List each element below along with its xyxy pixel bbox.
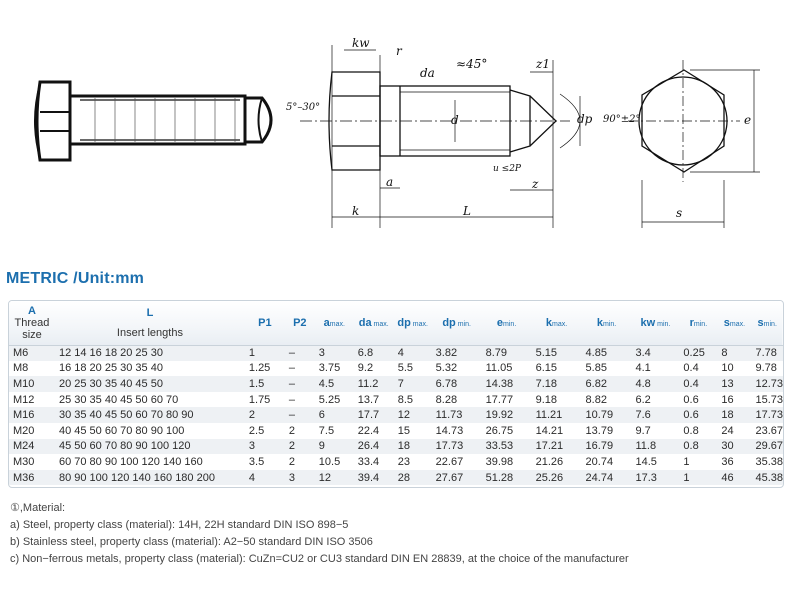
cell-dpmin: 8.28 bbox=[435, 393, 458, 406]
cell-r: 0.8 bbox=[683, 424, 699, 437]
cell-a: 5.25 bbox=[318, 393, 341, 406]
cell-a: 12 bbox=[318, 471, 332, 484]
cell-lengths: 30 35 40 45 50 60 70 80 90 bbox=[58, 409, 194, 422]
cell-p2: 2 bbox=[288, 440, 295, 453]
cell-dpmin: 3.82 bbox=[435, 347, 458, 360]
cell-kw: 14.5 bbox=[635, 455, 657, 468]
label-z: z bbox=[532, 177, 539, 191]
header-dp-max: dp max. bbox=[394, 301, 432, 345]
bolt-illustration bbox=[35, 82, 271, 160]
cell-smax: 18 bbox=[721, 409, 734, 422]
cell-kw: 7.6 bbox=[635, 409, 651, 422]
header-dp-min: dp min. bbox=[432, 301, 482, 345]
cell-p2: 3 bbox=[288, 471, 295, 484]
cell-lengths: 80 90 100 120 140 160 180 200 bbox=[58, 471, 215, 484]
header-a-max: amax. bbox=[315, 301, 354, 345]
cell-lengths: 40 45 50 60 70 80 90 100 bbox=[58, 424, 185, 437]
cell-r: 0.6 bbox=[683, 409, 699, 422]
cell-dpmin: 22.67 bbox=[435, 455, 464, 468]
header-p1: P1 bbox=[245, 301, 285, 345]
cell-p1: 1 bbox=[248, 347, 256, 360]
cell-kmax: 21.26 bbox=[535, 455, 564, 468]
cell-e: 39.98 bbox=[485, 455, 514, 468]
header-e-min: emin. bbox=[482, 301, 532, 345]
cell-da: 9.2 bbox=[357, 362, 374, 375]
cell-lengths: 25 30 35 40 45 50 60 70 bbox=[58, 393, 179, 406]
header-r-min: rmin. bbox=[679, 301, 717, 345]
table-row bbox=[9, 470, 783, 486]
dimensions-table bbox=[8, 300, 784, 488]
cell-p2: – bbox=[288, 362, 295, 375]
label-r: r bbox=[396, 44, 402, 58]
cell-p2: 2 bbox=[288, 424, 295, 437]
cell-kmax: 11.21 bbox=[535, 409, 563, 422]
cell-p1: 1.75 bbox=[248, 393, 271, 406]
label-L: L bbox=[463, 204, 471, 218]
notes-title: ①,Material: bbox=[10, 502, 66, 514]
table-row bbox=[9, 407, 783, 423]
table-row bbox=[9, 439, 783, 455]
cell-smax: 46 bbox=[721, 471, 734, 484]
label-angle90: 90°±2° bbox=[603, 114, 641, 125]
cell-r: 1 bbox=[683, 471, 690, 484]
cell-size: M6 bbox=[13, 347, 29, 360]
label-u: u ≤2P bbox=[493, 164, 521, 174]
label-e: e bbox=[744, 113, 752, 127]
label-k: k bbox=[352, 204, 360, 218]
cell-kmin: 16.79 bbox=[585, 440, 614, 453]
note-steel: a) Steel, property class (material): 14H, 22H standard DIN ISO 898−5 bbox=[10, 519, 349, 531]
cell-a: 3 bbox=[318, 347, 325, 360]
header-s-min: smin. bbox=[751, 301, 783, 345]
cell-dpmax: 28 bbox=[397, 471, 410, 484]
cell-smin: 15.73 bbox=[755, 393, 783, 406]
cell-p2: – bbox=[288, 347, 295, 360]
cell-dpmax: 23 bbox=[397, 455, 410, 468]
cell-da: 33.4 bbox=[357, 455, 380, 468]
header-k-max: kmax. bbox=[532, 301, 582, 345]
table-row bbox=[9, 392, 783, 408]
cell-size: M8 bbox=[13, 362, 29, 375]
cell-smin: 7.78 bbox=[755, 347, 777, 360]
header-s-max: smax. bbox=[717, 301, 751, 345]
cell-size: M16 bbox=[13, 409, 35, 422]
label-dp: dp bbox=[577, 112, 593, 126]
label-kw: kw bbox=[352, 36, 370, 50]
cell-r: 1 bbox=[683, 455, 690, 468]
cell-kmax: 9.18 bbox=[535, 393, 557, 406]
cell-kmin: 6.82 bbox=[585, 377, 607, 390]
cell-kmin: 4.85 bbox=[585, 347, 607, 360]
cell-kmin: 13.79 bbox=[585, 424, 614, 437]
table-row bbox=[9, 423, 783, 439]
cell-a: 9 bbox=[318, 440, 325, 453]
label-da: da bbox=[420, 66, 435, 80]
cell-kmax: 17.21 bbox=[535, 440, 564, 453]
cell-kw: 11.8 bbox=[635, 440, 657, 453]
cell-smin: 45.38 bbox=[755, 471, 783, 484]
cell-a: 3.75 bbox=[318, 362, 341, 375]
cell-kmin: 20.74 bbox=[585, 455, 614, 468]
cell-da: 22.4 bbox=[357, 424, 380, 437]
cell-e: 33.53 bbox=[485, 440, 514, 453]
cell-da: 13.7 bbox=[357, 393, 380, 406]
table-row bbox=[9, 376, 783, 392]
cell-da: 6.8 bbox=[357, 347, 374, 360]
side-elevation-drawing bbox=[300, 45, 580, 228]
cell-size: M12 bbox=[13, 393, 35, 406]
cell-dpmin: 27.67 bbox=[435, 471, 464, 484]
cell-dpmax: 5.5 bbox=[397, 362, 414, 375]
cell-kmin: 24.74 bbox=[585, 471, 614, 484]
cell-p1: 1.5 bbox=[248, 377, 265, 390]
cell-smax: 13 bbox=[721, 377, 734, 390]
cell-size: M30 bbox=[13, 455, 35, 468]
header-da-max: da max. bbox=[354, 301, 394, 345]
cell-dpmax: 4 bbox=[397, 347, 404, 360]
cell-size: M36 bbox=[13, 471, 35, 484]
cell-da: 26.4 bbox=[357, 440, 380, 453]
header-thread-size: A Thread size bbox=[9, 301, 55, 345]
cell-e: 11.05 bbox=[485, 362, 513, 375]
cell-kw: 17.3 bbox=[635, 471, 657, 484]
cell-smax: 10 bbox=[721, 362, 734, 375]
cell-smin: 23.67 bbox=[755, 424, 783, 437]
cell-p1: 2 bbox=[248, 409, 256, 422]
note-stainless: b) Stainless steel, property class (material): A2−50 standard DIN ISO 3506 bbox=[10, 536, 373, 548]
cell-dpmax: 8.5 bbox=[397, 393, 414, 406]
cell-p1: 4 bbox=[248, 471, 256, 484]
cell-a: 6 bbox=[318, 409, 325, 422]
cell-p1: 3 bbox=[248, 440, 256, 453]
bolt-drawings-svg bbox=[0, 0, 790, 245]
cell-r: 0.4 bbox=[683, 377, 699, 390]
cell-a: 7.5 bbox=[318, 424, 335, 437]
cell-size: M20 bbox=[13, 424, 35, 437]
label-d: d bbox=[451, 113, 459, 127]
cell-da: 39.4 bbox=[357, 471, 380, 484]
cell-p1: 1.25 bbox=[248, 362, 271, 375]
cell-size: M10 bbox=[13, 377, 35, 390]
cell-smin: 29.67 bbox=[755, 440, 783, 453]
cell-e: 14.38 bbox=[485, 377, 514, 390]
cell-dpmin: 14.73 bbox=[435, 424, 464, 437]
cell-e: 26.75 bbox=[485, 424, 514, 437]
cell-kmax: 14.21 bbox=[535, 424, 564, 437]
section-heading: METRIC /Unit:mm bbox=[6, 270, 145, 287]
label-s: s bbox=[676, 206, 683, 220]
technical-drawings bbox=[0, 0, 790, 245]
cell-dpmax: 15 bbox=[397, 424, 410, 437]
cell-dpmin: 5.32 bbox=[435, 362, 458, 375]
table-row bbox=[9, 361, 783, 377]
header-p2: P2 bbox=[285, 301, 315, 345]
cell-lengths: 20 25 30 35 40 45 50 bbox=[58, 377, 163, 390]
cell-e: 51.28 bbox=[485, 471, 514, 484]
cell-dpmin: 6.78 bbox=[435, 377, 458, 390]
cell-dpmin: 17.73 bbox=[435, 440, 464, 453]
table-row bbox=[9, 454, 783, 470]
cell-lengths: 45 50 60 70 80 90 100 120 bbox=[58, 440, 191, 453]
cell-kmin: 8.82 bbox=[585, 393, 607, 406]
cell-r: 0.6 bbox=[683, 393, 699, 406]
cell-p2: 2 bbox=[288, 455, 295, 468]
drawing-dimension-labels bbox=[286, 36, 751, 220]
cell-e: 8.79 bbox=[485, 347, 508, 360]
cell-kw: 3.4 bbox=[635, 347, 651, 360]
cell-da: 11.2 bbox=[357, 377, 379, 390]
header-k-min: kmin. bbox=[582, 301, 632, 345]
cell-kmax: 6.15 bbox=[535, 362, 557, 375]
cell-kmax: 5.15 bbox=[535, 347, 557, 360]
cell-dpmax: 7 bbox=[397, 377, 404, 390]
cell-a: 4.5 bbox=[318, 377, 335, 390]
cell-lengths: 60 70 80 90 100 120 140 160 bbox=[58, 455, 203, 468]
cell-kmax: 25.26 bbox=[535, 471, 564, 484]
table-body bbox=[9, 345, 783, 485]
cell-r: 0.8 bbox=[683, 440, 699, 453]
cell-kmin: 10.79 bbox=[585, 409, 614, 422]
header-insert-lengths: L Insert lengths bbox=[55, 301, 245, 345]
cell-smin: 9.78 bbox=[755, 362, 777, 375]
cell-size: M24 bbox=[13, 440, 35, 453]
cell-smin: 12.73 bbox=[755, 377, 783, 390]
table-row bbox=[9, 345, 783, 361]
cell-e: 19.92 bbox=[485, 409, 514, 422]
cell-p1: 2.5 bbox=[248, 424, 265, 437]
cell-smin: 35.38 bbox=[755, 455, 783, 468]
cell-smax: 36 bbox=[721, 455, 734, 468]
cell-p1: 3.5 bbox=[248, 455, 265, 468]
cell-kmax: 7.18 bbox=[535, 377, 557, 390]
cell-dpmin: 11.73 bbox=[435, 409, 463, 422]
label-angle5-30: 5°–30° bbox=[286, 102, 321, 113]
cell-kw: 4.8 bbox=[635, 377, 651, 390]
cell-kw: 4.1 bbox=[635, 362, 651, 375]
cell-e: 17.77 bbox=[485, 393, 514, 406]
cell-a: 10.5 bbox=[318, 455, 341, 468]
cell-p2: – bbox=[288, 377, 295, 390]
cell-dpmax: 12 bbox=[397, 409, 410, 422]
cell-smax: 24 bbox=[721, 424, 734, 437]
header-kw-min: kw min. bbox=[631, 301, 679, 345]
cell-smax: 8 bbox=[721, 347, 728, 360]
cell-smin: 17.73 bbox=[755, 409, 783, 422]
cell-lengths: 12 14 16 18 20 25 30 bbox=[58, 347, 163, 360]
cell-kw: 9.7 bbox=[635, 424, 651, 437]
cell-dpmax: 18 bbox=[397, 440, 410, 453]
material-notes bbox=[10, 500, 629, 568]
cell-kmin: 5.85 bbox=[585, 362, 607, 375]
cell-lengths: 16 18 20 25 30 35 40 bbox=[58, 362, 163, 375]
cell-r: 0.25 bbox=[683, 347, 705, 360]
cell-p2: – bbox=[288, 393, 295, 406]
table-header-row bbox=[9, 301, 783, 345]
label-z1: z1 bbox=[536, 57, 550, 71]
label-a: a bbox=[386, 175, 394, 189]
cell-smax: 30 bbox=[721, 440, 734, 453]
cell-smax: 16 bbox=[721, 393, 734, 406]
cell-da: 17.7 bbox=[357, 409, 380, 422]
end-view-drawing bbox=[628, 60, 760, 228]
label-angle45: ≈45° bbox=[456, 57, 488, 71]
cell-p2: – bbox=[288, 409, 295, 422]
cell-kw: 6.2 bbox=[635, 393, 651, 406]
note-nonferrous: c) Non−ferrous metals, property class (material): CuZn=CU2 or CU3 standard DIN EN 28839, at the choice of the manufacturer bbox=[10, 553, 629, 565]
cell-r: 0.4 bbox=[683, 362, 699, 375]
